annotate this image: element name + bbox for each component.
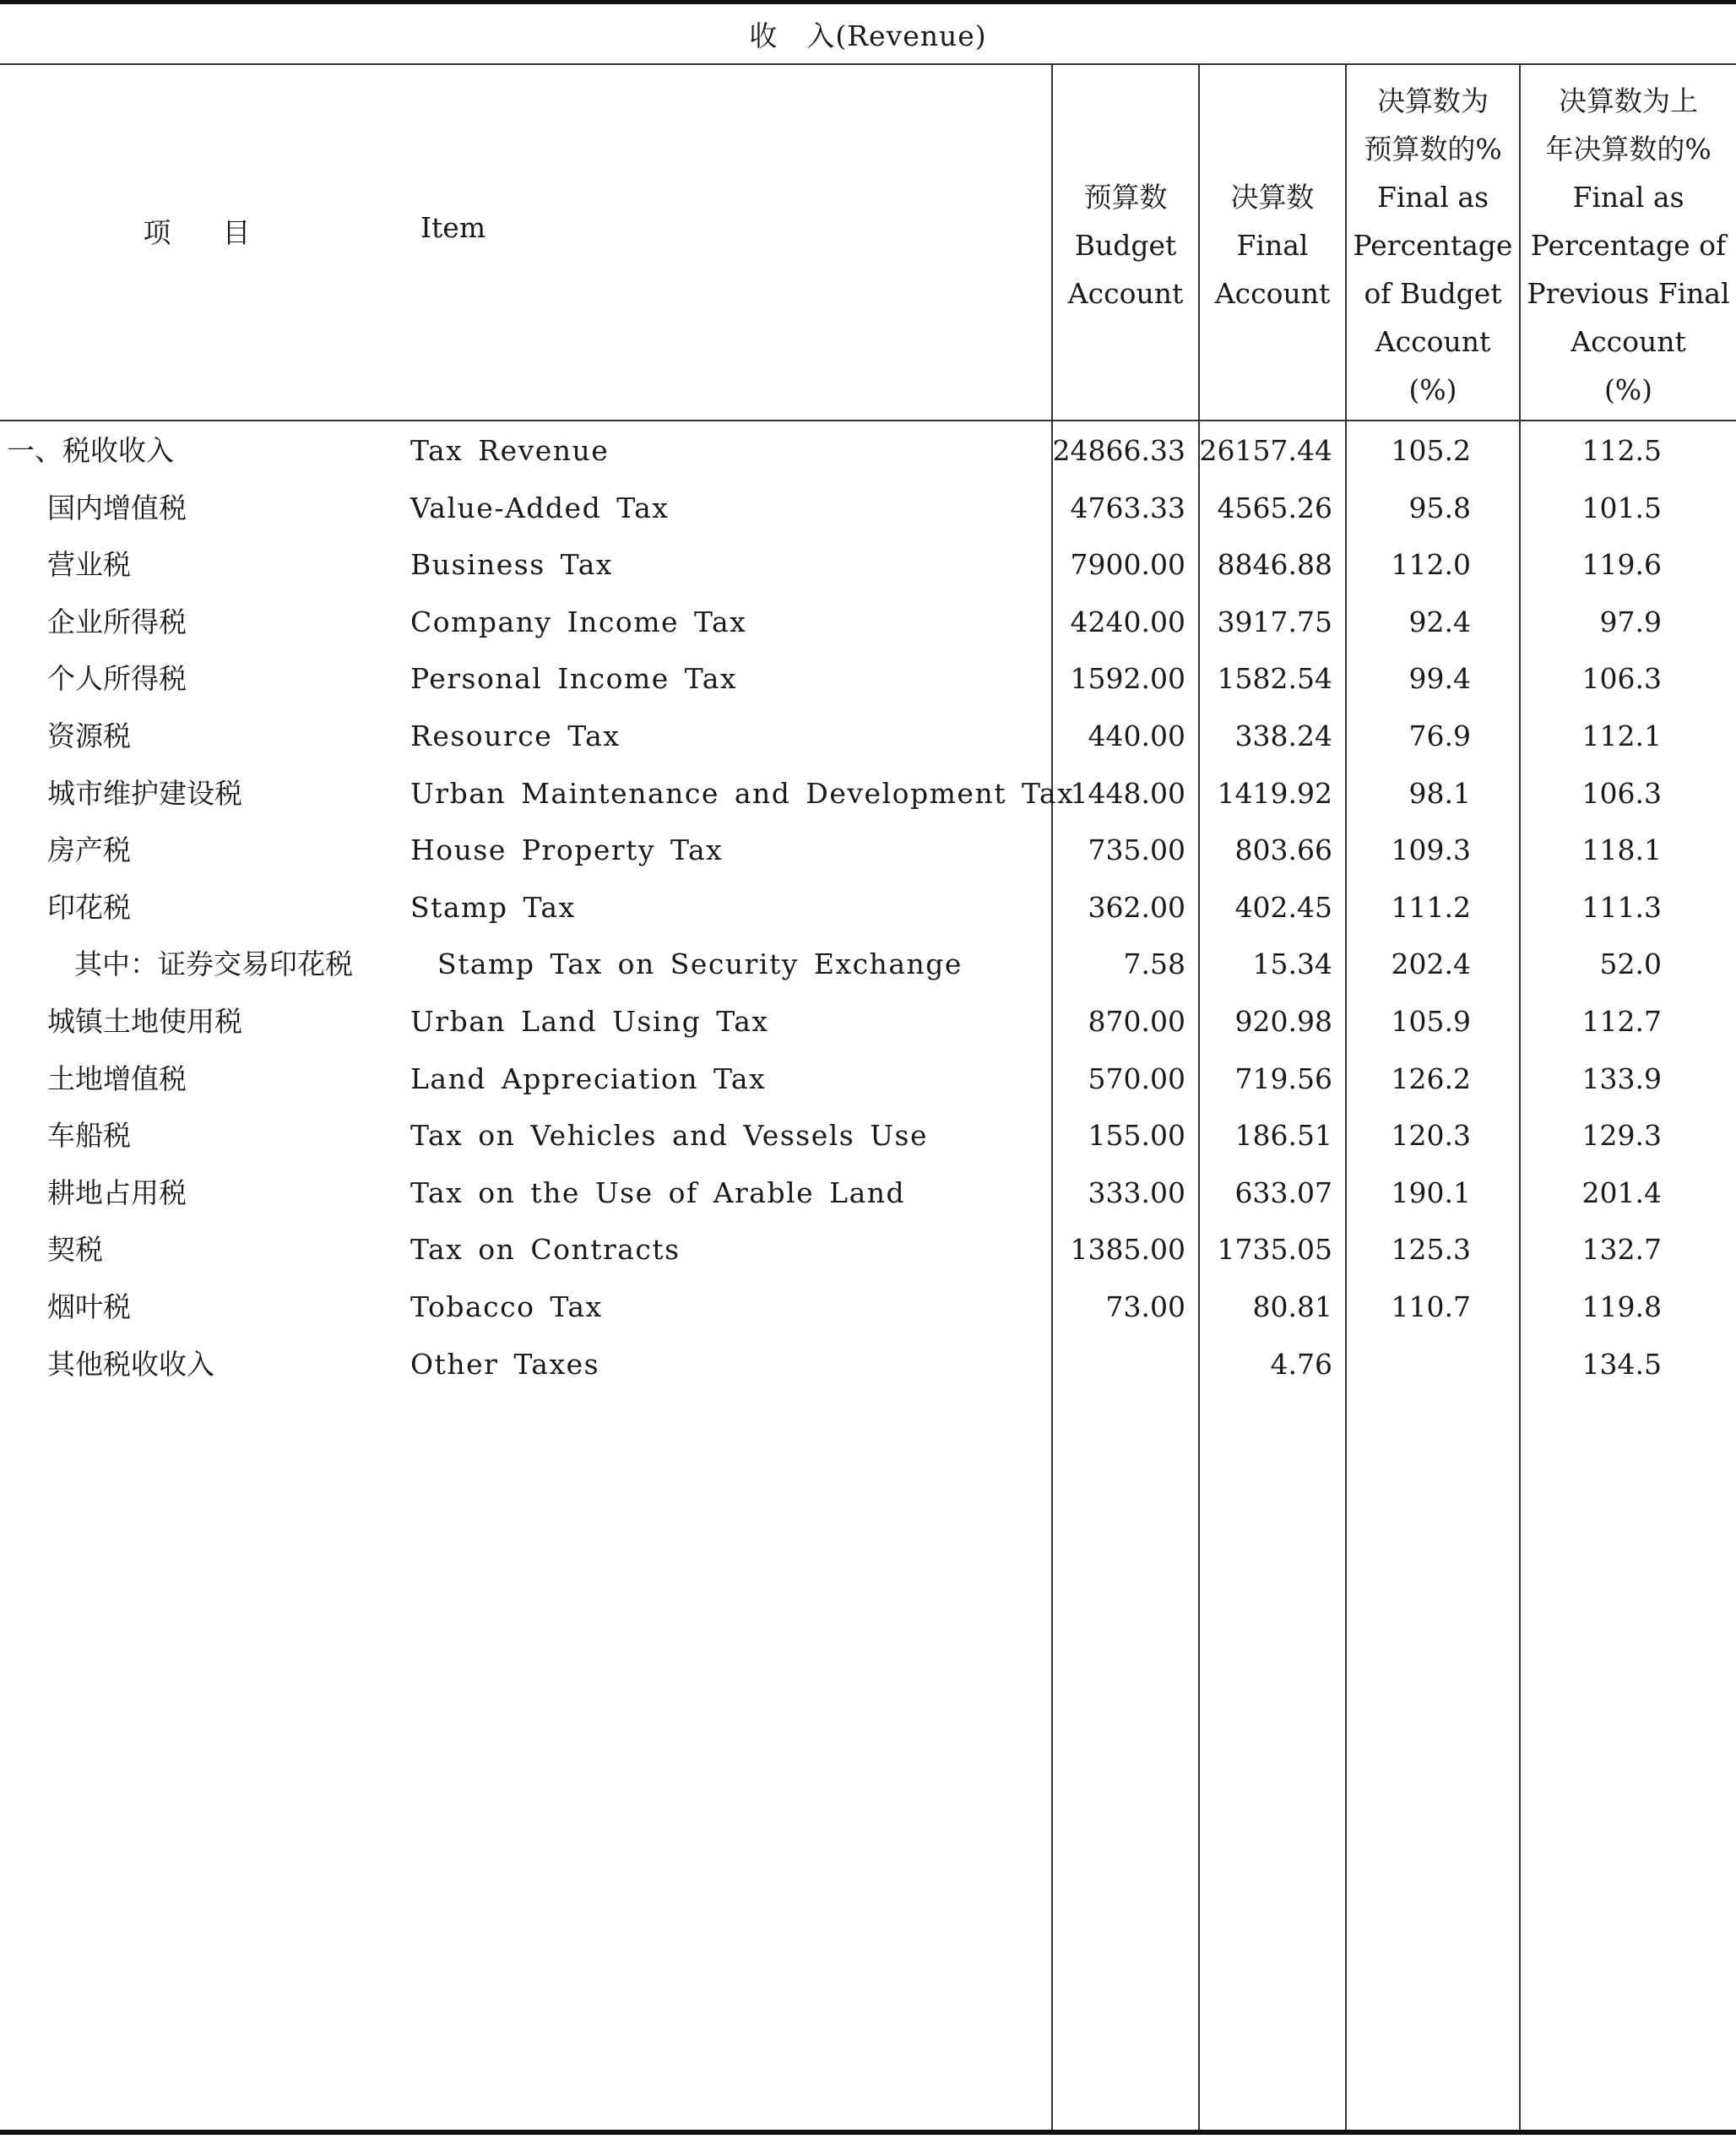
row-pct-prev: 119.8	[1581, 1290, 1662, 1323]
header-final-line: 决算数	[1230, 180, 1315, 214]
row-pct-budget: 120.3	[1391, 1119, 1471, 1153]
row-item-en: Stamp Tax	[410, 890, 576, 924]
row-item-en: Resource Tax	[410, 719, 621, 752]
row-item-en: Personal Income Tax	[410, 662, 737, 696]
header-pct-budget-line: of Budget	[1364, 276, 1502, 310]
row-final: 8846.88	[1217, 548, 1332, 582]
header-pct-prev-line: Account	[1571, 324, 1686, 358]
row-pct-budget: 111.2	[1391, 890, 1471, 924]
row-budget: 333.00	[1088, 1175, 1185, 1209]
row-pct-budget: 126.2	[1391, 1061, 1471, 1095]
header-pct-budget	[1347, 76, 1519, 414]
row-item-cn: 印花税	[47, 890, 131, 924]
header-pct-prev-line: (%)	[1603, 372, 1653, 406]
row-pct-prev: 106.3	[1581, 662, 1662, 696]
row-item-cn: 企业所得税	[47, 605, 187, 638]
row-item-cn: 城市维护建设税	[47, 776, 242, 810]
row-budget: 1448.00	[1070, 776, 1185, 810]
row-item-en: Urban Maintenance and Development Tax	[410, 776, 1075, 810]
header-pct-prev-line: Percentage of	[1530, 228, 1727, 262]
header-divider	[0, 420, 1736, 421]
table-row	[0, 1279, 1736, 1335]
row-final: 633.07	[1234, 1175, 1332, 1209]
table-row	[0, 708, 1736, 764]
row-item-cn: 契税	[47, 1233, 103, 1267]
row-budget	[1052, 1336, 1185, 1393]
table-row	[0, 936, 1736, 992]
row-pct-budget: 125.3	[1391, 1233, 1471, 1267]
table-row	[0, 536, 1736, 593]
row-budget: 4763.33	[1070, 491, 1185, 524]
header-final-line: Final	[1236, 228, 1309, 262]
row-budget: 735.00	[1088, 833, 1185, 867]
row-final: 26157.44	[1199, 434, 1332, 467]
row-item-cn: 一、税收收入	[7, 434, 174, 467]
row-item-cn: 国内增值税	[47, 491, 187, 524]
row-item-en: Business Tax	[410, 548, 613, 582]
row-pct-prev: 201.4	[1581, 1175, 1662, 1209]
table-row	[0, 480, 1736, 536]
row-pct-prev: 112.1	[1581, 719, 1662, 752]
row-budget: 73.00	[1105, 1290, 1185, 1323]
header-budget-line: 预算数	[1083, 180, 1168, 214]
header-pct-prev-line: Final as	[1572, 180, 1684, 214]
table-row	[0, 422, 1736, 479]
row-final: 1419.92	[1217, 776, 1332, 810]
row-item-cn: 其中：证券交易印花税	[74, 947, 353, 981]
table-row	[0, 594, 1736, 650]
row-pct-prev: 118.1	[1581, 833, 1662, 867]
table-bottom-rule	[0, 2130, 1736, 2135]
row-item-cn: 营业税	[47, 548, 131, 582]
header-pct-budget-line: Final as	[1376, 180, 1489, 214]
row-item-cn: 车船税	[47, 1119, 131, 1153]
table-row	[0, 765, 1736, 822]
row-budget: 7.58	[1123, 947, 1185, 981]
row-budget: 155.00	[1088, 1119, 1185, 1153]
table-title: 收 入(Revenue)	[749, 19, 987, 52]
row-final: 80.81	[1252, 1290, 1332, 1323]
row-item-en: Stamp Tax on Security Exchange	[437, 947, 963, 981]
header-pct-budget-line: Account	[1375, 324, 1491, 358]
table-row	[0, 993, 1736, 1050]
row-budget: 870.00	[1088, 1005, 1185, 1038]
row-final: 402.45	[1234, 890, 1332, 924]
header-pct-prev-line: Previous Final	[1527, 276, 1730, 310]
row-item-cn: 土地增值税	[47, 1061, 187, 1095]
row-item-en: Other Taxes	[410, 1347, 600, 1381]
row-pct-budget: 105.9	[1391, 1005, 1471, 1038]
table-row	[0, 650, 1736, 707]
row-pct-budget: 112.0	[1391, 548, 1471, 582]
header-item-cn: 项 目	[143, 216, 263, 249]
row-item-en: Company Income Tax	[410, 605, 747, 638]
row-item-en: House Property Tax	[410, 833, 724, 867]
row-final: 186.51	[1234, 1119, 1332, 1153]
header-final	[1200, 76, 1345, 414]
row-pct-budget: 95.8	[1408, 491, 1471, 524]
table-row	[0, 879, 1736, 936]
row-item-en: Tax Revenue	[410, 434, 610, 467]
header-pct-budget-line: (%)	[1408, 372, 1457, 406]
row-budget: 570.00	[1088, 1061, 1185, 1095]
row-pct-budget: 98.1	[1408, 776, 1471, 810]
header-budget-line: Budget	[1074, 228, 1177, 262]
row-pct-prev: 52.0	[1599, 947, 1662, 981]
row-pct-budget: 76.9	[1408, 719, 1471, 752]
row-pct-prev: 97.9	[1599, 605, 1662, 638]
row-budget: 4240.00	[1070, 605, 1185, 638]
table-row	[0, 1165, 1736, 1221]
row-pct-prev: 101.5	[1581, 491, 1662, 524]
row-item-cn: 耕地占用税	[47, 1175, 187, 1209]
row-item-en: Tax on the Use of Arable Land	[410, 1175, 906, 1209]
row-final: 1735.05	[1217, 1233, 1332, 1267]
row-item-en: Land Appreciation Tax	[410, 1061, 767, 1095]
row-pct-prev: 112.7	[1581, 1005, 1662, 1038]
row-item-cn: 城镇土地使用税	[47, 1005, 242, 1038]
table-row	[0, 1107, 1736, 1164]
row-budget: 7900.00	[1070, 548, 1185, 582]
title-divider	[0, 63, 1736, 65]
row-item-en: Tobacco Tax	[410, 1290, 603, 1323]
row-pct-budget: 190.1	[1391, 1175, 1471, 1209]
row-item-en: Urban Land Using Tax	[410, 1005, 769, 1038]
row-pct-prev: 119.6	[1581, 548, 1662, 582]
row-final: 338.24	[1234, 719, 1332, 752]
row-final: 920.98	[1234, 1005, 1332, 1038]
table-row	[0, 1050, 1736, 1107]
row-budget: 1385.00	[1070, 1233, 1185, 1267]
header-pct-prev-line: 年决算数的%	[1545, 132, 1712, 166]
header-final-line: Account	[1214, 276, 1331, 310]
row-item-cn: 其他税收收入	[47, 1347, 214, 1381]
header-pct-budget-line: Percentage	[1353, 228, 1513, 262]
row-item-cn: 烟叶税	[47, 1290, 131, 1323]
row-pct-prev: 129.3	[1581, 1119, 1662, 1153]
row-pct-budget: 110.7	[1391, 1290, 1471, 1323]
header-pct-prev	[1521, 76, 1736, 414]
row-item-cn: 资源税	[47, 719, 131, 752]
row-pct-budget: 109.3	[1391, 833, 1471, 867]
row-item-cn: 个人所得税	[47, 662, 187, 696]
row-final: 1582.54	[1217, 662, 1332, 696]
row-item-en: Tax on Vehicles and Vessels Use	[410, 1119, 928, 1153]
row-pct-prev: 112.5	[1581, 434, 1662, 467]
table-row	[0, 1336, 1736, 1393]
header-budget-line: Account	[1067, 276, 1184, 310]
row-item-cn: 房产税	[47, 833, 131, 867]
row-final: 15.34	[1252, 947, 1332, 981]
row-final: 4565.26	[1217, 491, 1332, 524]
row-pct-prev: 106.3	[1581, 776, 1662, 810]
row-pct-prev: 134.5	[1581, 1347, 1662, 1381]
row-final: 803.66	[1234, 833, 1332, 867]
row-pct-budget: 202.4	[1391, 947, 1471, 981]
row-budget: 440.00	[1088, 719, 1185, 752]
row-pct-budget: 105.2	[1391, 434, 1471, 467]
row-budget: 24866.33	[1052, 434, 1185, 467]
row-item-en: Tax on Contracts	[410, 1233, 681, 1267]
row-budget: 1592.00	[1070, 662, 1185, 696]
row-pct-budget: 92.4	[1408, 605, 1471, 638]
header-item-en: Item	[420, 211, 486, 244]
row-item-en: Value-Added Tax	[410, 491, 670, 524]
row-final: 3917.75	[1217, 605, 1332, 638]
row-final: 719.56	[1234, 1061, 1332, 1095]
header-budget	[1053, 76, 1198, 414]
table-row	[0, 1221, 1736, 1278]
header-pct-budget-line: 决算数为	[1377, 84, 1489, 117]
row-final: 4.76	[1270, 1347, 1332, 1381]
header-pct-budget-line: 预算数的%	[1364, 132, 1502, 166]
table-row	[0, 822, 1736, 878]
row-pct-budget	[1346, 1336, 1471, 1393]
row-pct-prev: 132.7	[1581, 1233, 1662, 1267]
row-pct-prev: 111.3	[1581, 890, 1662, 924]
row-pct-prev: 133.9	[1581, 1061, 1662, 1095]
header-pct-prev-line: 决算数为上	[1559, 84, 1698, 117]
row-pct-budget: 99.4	[1408, 662, 1471, 696]
row-budget: 362.00	[1088, 890, 1185, 924]
